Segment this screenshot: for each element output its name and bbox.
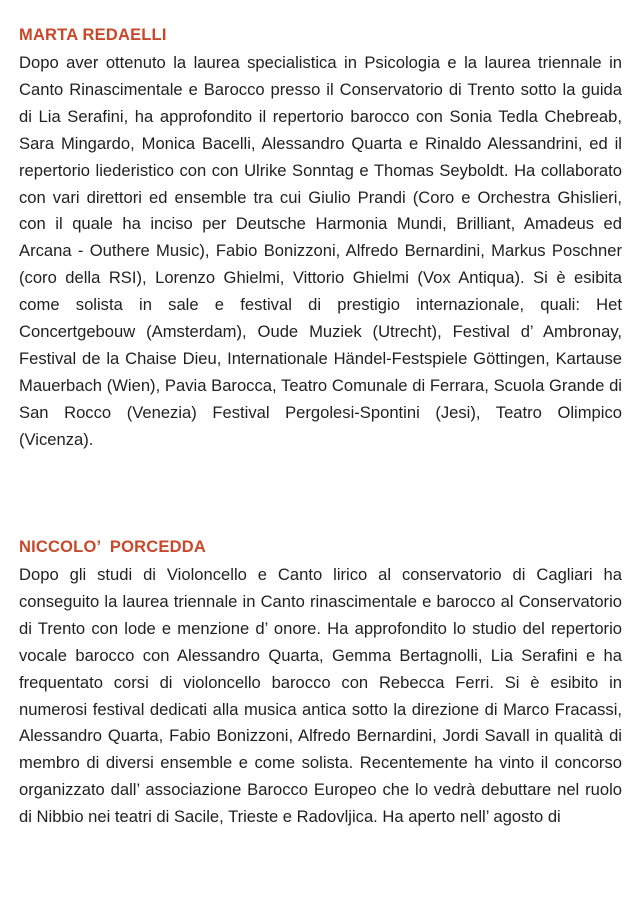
bio-name-heading: NICCOLO’ PORCEDDA bbox=[19, 538, 206, 556]
bio-name-heading: MARTA REDAELLI bbox=[19, 26, 167, 44]
bio-paragraph: Dopo aver ottenuto la laurea specialistica in Psicologia e la laurea triennale in Canto Rinascimentale e Barocco presso il Conservatorio di Trento sotto la guida di Lia Serafini, ha approfondito il repertorio barocco con Sonia Tedla Chebreab, Sara Mingardo, Monica Bacelli, Alessandro Quarta e Rinaldo Alessandrini, ed il repertorio liederistico con con Ulrike Sonntag e Thomas Seyboldt. Ha collaborato con vari direttori ed ensemble tra cui Giulio Prandi (Coro e Orchestra Ghislieri, con il quale ha inciso per Deutsche Harmonia Mundi, Brilliant, Amadeus ed Arcana - Outhere Music), Fabio Bonizzoni, Alfredo Bernardini, Markus Poschner (coro della RSI), Lorenzo Ghielmi, Vittorio Ghielmi (Vox Antiqua). Si è esibita come solista in sale e festival di prestigio internazionale, quali: Het Concertgebouw (Amsterdam), Oude Muziek (Utrecht), Festival d’ Ambronay, Festival de la Chaise Dieu, Internationale Händel-Festspiele Göttingen, Kartause Mauerbach (Wien), Pavia Barocca, Teatro Comunale di Ferrara, Scuola Grande di San Rocco (Venezia) Festival Pergolesi-Spontini (Jesi), Teatro Olimpico (Vicenza). bbox=[19, 53, 622, 449]
biography-marta-redaelli bbox=[19, 24, 622, 454]
biography-niccolo-porcedda bbox=[19, 536, 622, 831]
bio-paragraph: Dopo gli studi di Violoncello e Canto lirico al conservatorio di Cagliari ha conseguito la laurea triennale in Canto rinascimentale e barocco al Conservatorio di Trento con lode e menzione d’ onore. Ha approfondito lo studio del repertorio vocale barocco con Alessandro Quarta, Gemma Bertagnolli, Lia Serafini e ha frequentato corsi di violoncello barocco con Rebecca Ferri. Si è esibito in numerosi festival dedicati alla musica antica sotto la direzione di Marco Fracassi, Alessandro Quarta, Fabio Bonizzoni, Alfredo Bernardini, Jordi Savall in qualità di membro di diversi ensemble e come solista. Recentemente ha vinto il concorso organizzato dall’ associazione Barocco Europeo che lo vedrà debuttare nel ruolo di Nibbio nei teatri di Sacile, Trieste e Radovljica. Ha aperto nell’ agosto di bbox=[19, 565, 622, 827]
